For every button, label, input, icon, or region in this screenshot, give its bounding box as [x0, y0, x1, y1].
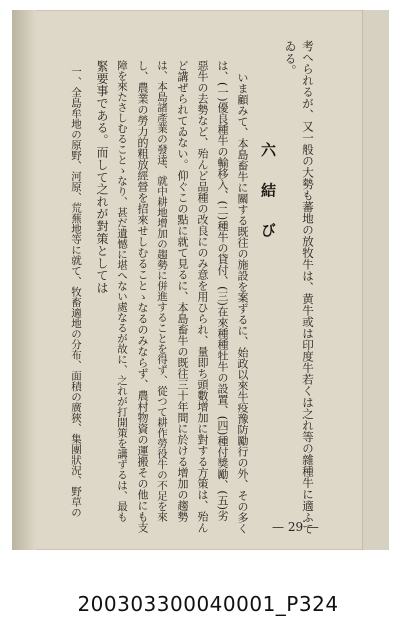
- page-edge-strip: [362, 10, 389, 550]
- text-column-5: 惡牛の去勢など、殆んど品種の改良にのみ意を用ひられ、量即ち頭數增加に對する方策は、殆ん: [196, 60, 209, 533]
- text-column-6: ど講ぜられてゐない。仰ぐこの點に就て見るに、本島畜牛の既往三十年間に於ける增加の趨勢: [176, 60, 189, 522]
- text-column-2: ゐる。: [283, 40, 297, 77]
- text-column-11: 一、全島牟地の原野、河原、荒蕪地等に就て、牧畜適地の分布、面積の廣狹、集團狀況、野草の: [70, 66, 82, 518]
- image-caption: 200303300040001_P324: [77, 592, 339, 616]
- text-column-7: は、本島諸產業の發達、就中耕地增加の趨勢に併進することを得ず、從つて耕作勞役牛の不足を來: [156, 60, 168, 522]
- text-column-1: 考へられるが、又一般の大勢も蕃地の放牧牛は、黄牛或は印度牛若くは之れ等の雜種牛に適ふて: [301, 40, 315, 535]
- text-column-10: 緊要事である。而して之れが對策としては: [95, 60, 109, 294]
- text-column-3: いま顧みて、本島畜牛に關する既往の施設を案ずるに、始政以來牛疫豫防勵行の外、その多く: [236, 72, 249, 534]
- text-column-4: は、(一)優良種牛の輸移入、(二)種牛の貸付、(三)在來種種牡牛の設置、(四)種付獎勵、(五)劣: [216, 60, 229, 521]
- page-number: — 29 —: [272, 520, 319, 534]
- page-binding-shadow: [12, 10, 36, 550]
- text-column-8: し、農業の勞力的粗放經營を招來せしむることゝなるのみならず、農村物資の運搬その他にも支: [136, 60, 149, 533]
- section-heading: 六 結 び: [259, 142, 277, 248]
- text-column-9: 障を來たさしむることゝなり、甚だ遺憾に堪へない處なるが故に、之れが打開策を講ずるは、最も: [116, 60, 128, 522]
